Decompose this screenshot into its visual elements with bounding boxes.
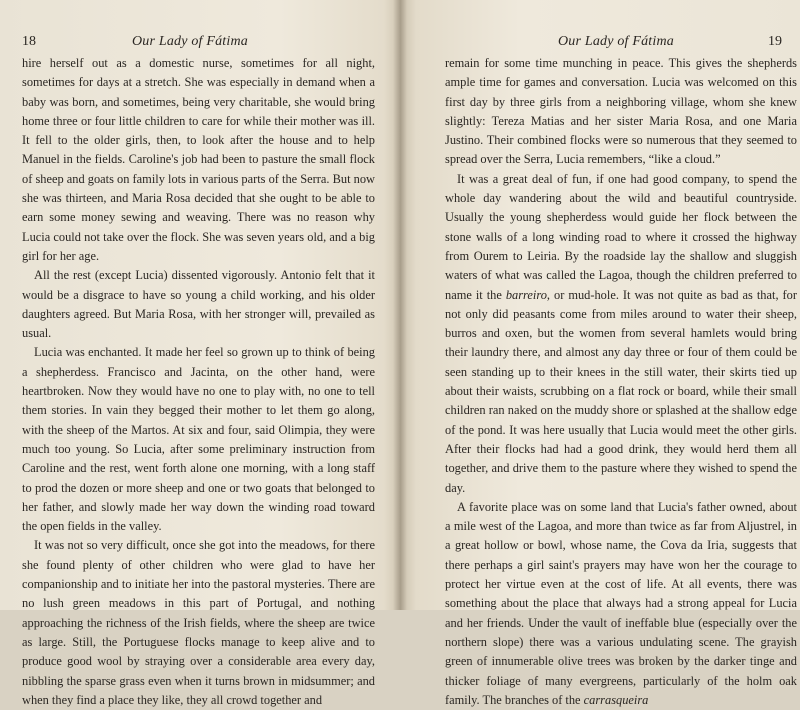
italic-term: carrasqueira: [583, 692, 649, 707]
right-paragraph: [445, 498, 797, 710]
right-paragraph: remain for some time munching in peace. This gives the shepherds ample time for games and conversation. Lucia was welcomed on this first day by three girls from a neighboring village, whom she knew slightly: Tereza Matias and her sister Maria Rosa, and one Maria Justino. Their combined flocks were so numerous that they seemed to spread over the Serra, Lucia remembers, “like a cloud.”: [445, 56, 797, 167]
left-paragraph: All the rest (except Lucia) dissented vigorously. Antonio felt that it would be a disgrace to have so young a child working, and his older daughters agreed. But Maria Rosa, with her stronger will, prevailed as usual.: [22, 268, 375, 341]
italic-term: barreiro: [505, 287, 547, 302]
right-paragraph: [445, 170, 797, 498]
right-body-text: [445, 54, 797, 710]
left-body-text: [22, 54, 375, 710]
left-page: [0, 0, 400, 707]
right-page-number: 19: [768, 34, 782, 49]
book-gutter: [393, 0, 407, 610]
left-paragraph: hire herself out as a domestic nurse, sometimes for all night, sometimes for days at a stretch. She was especially in demand when a baby was born, and sometimes, being very charitable, she would bring home three or four little children to care for while their mother was ill. It fell to the older girls, then, to look after the house and to help Manuel in the fields. Caroline's job had been to pasture the small flock of sheep and goats on family lots in various parts of the Serra. But now she was thirteen, and Maria Rosa decided that she ought to be able to earn some money sewing and weaving. There was no reason why Lucia could not take over the flock. She was seven years old, and a big girl for her age.: [22, 56, 375, 263]
text-run: A favorite place was on some land that Lucia's father owned, about a mile west of the Lagoa, and more than twice as far from Aljustrel, in a great hollow or bowl, whose name, the Cova da Iria, suggests that there perhaps a girl saint's prayers may have won her the courage to protect her virtue even at the cost of life. At all events, there was something about the place that always had a strong appeal for Lucia and her friends. Under the vault of ineffable blue (especially over the northern slope) there was a various undulating scene. The grayish green of innumerable olive trees was broken by the darker tinge and thicker foliage of many evergreens, particularly of the holm oak family. The branches of the: [445, 499, 797, 707]
left-running-head: Our Lady of Fátima: [132, 34, 248, 49]
right-running-head: Our Lady of Fátima: [558, 34, 674, 49]
right-page: [400, 0, 800, 707]
left-page-number: 18: [22, 34, 36, 49]
left-paragraph: Lucia was enchanted. It made her feel so grown up to think of being a shepherdess. Francisco and Jacinta, on the other hand, were heartbroken. Now they would have no one to play with, no one to tell them stories. In vain they begged their mother to let them go along, with the sheep of the Martos. At six and four, said Olimpia, they were much too young. So Lucia, after some preliminary instruction from Caroline and the rest, went forth alone one morning, with a long staff to prod the dozen or more sheep and one or two goats that belonged to her father, and slowly made her way down the winding road toward the open fields in the valley.: [22, 345, 375, 534]
text-run: It was a great deal of fun, if one had good company, to spend the whole day wandering about the wild and beautiful countryside. Usually the young shepherdess would guide her flock between the stone walls of a long winding road to where it crossed the highway from Ourem to Leiria. By the roadside lay the shallow and sluggish waters of what was called the Lagoa, though the children preferred to name it the: [445, 171, 797, 302]
text-run: , or mud-hole. It was not quite as bad as that, for not only did peasants come from miles around to water their sheep, burros and oxen, but the women from several hamlets would bring their laundry there, and almost any day three or four of them could be seen standing up to their knees in the still water, their skirts tied up about their waists, scrubbing on a flat rock or board, while their small children ran naked on the muddy shore or splashed at the shallow edge of the pond. It was here usually that Lucia would meet the other girls. After their flocks had had a good drink, they would herd them all together, and drive them to the pasture where they wished to spend the day.: [445, 287, 797, 495]
left-paragraph: It was not so very difficult, once she got into the meadows, for there she found plenty of other children who were glad to have her companionship and to initiate her into the pastoral mysteries. There are no lush green meadows in this part of Portugal, and nothing approaching the richness of the Irish fields, where the sheep are twice as large. Still, the Portuguese flocks manage to keep alive and to produce good wool by straying over a considerable area every day, nibbling the sparse grass even when it turns brown in midsummer; and when they find a place they like, they all crowd together and: [22, 538, 375, 707]
